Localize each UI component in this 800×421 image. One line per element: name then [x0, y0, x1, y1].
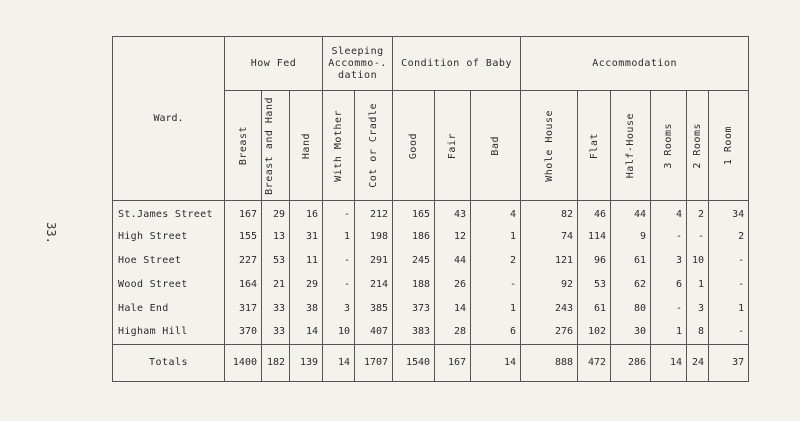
table-cell: 139 [290, 344, 323, 381]
table-cell: 1540 [393, 344, 435, 381]
table-cell: 227 [225, 248, 262, 272]
column-header: Bad [471, 91, 521, 201]
table-cell: 61 [611, 248, 651, 272]
page-number: 33. [43, 222, 58, 244]
table-cell: 276 [521, 320, 578, 344]
table-cell: 33 [262, 296, 290, 320]
table-cell: 3 [323, 296, 355, 320]
table-cell: 385 [355, 296, 393, 320]
table-cell: 291 [355, 248, 393, 272]
table-cell: 243 [521, 296, 578, 320]
table-row [113, 272, 749, 296]
table-cell: 10 [687, 248, 709, 272]
ward-statistics-table [112, 36, 749, 382]
table-cell: - [323, 201, 355, 225]
column-header: Flat [578, 91, 611, 201]
table-cell: - [651, 296, 687, 320]
table-row [113, 248, 749, 272]
table-cell: 28 [435, 320, 471, 344]
table-cell: 33 [262, 320, 290, 344]
table-cell: 317 [225, 296, 262, 320]
column-header: Whole House [521, 91, 578, 201]
table-cell: - [471, 272, 521, 296]
totals-label: Totals [113, 344, 225, 381]
ward-header: Ward. [113, 37, 225, 201]
table-cell: 373 [393, 296, 435, 320]
table-cell: 21 [262, 272, 290, 296]
table-cell: - [709, 248, 749, 272]
table-cell: 4 [471, 201, 521, 225]
table-cell: 1707 [355, 344, 393, 381]
table-cell: 245 [393, 248, 435, 272]
table-cell: 212 [355, 201, 393, 225]
table-cell: 14 [471, 344, 521, 381]
table-cell: 14 [290, 320, 323, 344]
table-cell: 37 [709, 344, 749, 381]
table-cell: 2 [687, 201, 709, 225]
table-cell: 370 [225, 320, 262, 344]
table-cell: 29 [262, 201, 290, 225]
ward-name: Higham Hill [113, 320, 225, 344]
table-cell: 214 [355, 272, 393, 296]
table-cell: 167 [225, 201, 262, 225]
table-cell: 61 [578, 296, 611, 320]
table-cell: 14 [323, 344, 355, 381]
table-cell: 44 [435, 248, 471, 272]
column-header: Cot or Cradle [355, 91, 393, 201]
table-cell: 62 [611, 272, 651, 296]
table-cell: 114 [578, 225, 611, 249]
table-row [113, 201, 749, 225]
table-cell: 164 [225, 272, 262, 296]
table-cell: 1 [471, 296, 521, 320]
table-cell: 11 [290, 248, 323, 272]
table-cell: 43 [435, 201, 471, 225]
table-cell: 165 [393, 201, 435, 225]
table-cell: 82 [521, 201, 578, 225]
table-cell: 102 [578, 320, 611, 344]
table-cell: 31 [290, 225, 323, 249]
table-row [113, 296, 749, 320]
table-cell: 3 [651, 248, 687, 272]
table-cell: - [323, 272, 355, 296]
table-cell: 1400 [225, 344, 262, 381]
table-cell: 1 [471, 225, 521, 249]
table-cell: 53 [262, 248, 290, 272]
table-cell: - [709, 320, 749, 344]
table-cell: 12 [435, 225, 471, 249]
table-cell: 13 [262, 225, 290, 249]
table-cell: 186 [393, 225, 435, 249]
table-cell: 92 [521, 272, 578, 296]
ward-name: St.James Street [113, 201, 225, 225]
table-cell: 407 [355, 320, 393, 344]
table-cell: 121 [521, 248, 578, 272]
table-cell: 38 [290, 296, 323, 320]
ward-name: Wood Street [113, 272, 225, 296]
table-cell: 96 [578, 248, 611, 272]
table-cell: 472 [578, 344, 611, 381]
table-cell: 26 [435, 272, 471, 296]
table-cell: 1 [709, 296, 749, 320]
table-cell: 9 [611, 225, 651, 249]
table-cell: 167 [435, 344, 471, 381]
ward-name: Hale End [113, 296, 225, 320]
column-header: 3 Rooms [651, 91, 687, 201]
table-cell: 29 [290, 272, 323, 296]
table-cell: 198 [355, 225, 393, 249]
table-row [113, 320, 749, 344]
how-fed-header: How Fed [225, 37, 323, 91]
table-cell: - [687, 225, 709, 249]
table-cell: 3 [687, 296, 709, 320]
column-header: Breast [225, 91, 262, 201]
column-header: 2 Rooms [687, 91, 709, 201]
table-cell: 14 [435, 296, 471, 320]
table-cell: 34 [709, 201, 749, 225]
table-cell: 383 [393, 320, 435, 344]
column-header: Breast and Hand [262, 91, 290, 201]
table-cell: 155 [225, 225, 262, 249]
table-cell: 1 [323, 225, 355, 249]
column-header: Good [393, 91, 435, 201]
table-row [113, 225, 749, 249]
table-cell: 53 [578, 272, 611, 296]
table-cell: 888 [521, 344, 578, 381]
table-cell: 8 [687, 320, 709, 344]
table-cell: 188 [393, 272, 435, 296]
table-cell: 1 [651, 320, 687, 344]
table-cell: 44 [611, 201, 651, 225]
table-cell: 286 [611, 344, 651, 381]
column-header: Fair [435, 91, 471, 201]
table-cell: - [651, 225, 687, 249]
table-cell: 182 [262, 344, 290, 381]
table-cell: 24 [687, 344, 709, 381]
table-cell: - [323, 248, 355, 272]
table-cell: 74 [521, 225, 578, 249]
table-cell: 80 [611, 296, 651, 320]
column-header: With Mother [323, 91, 355, 201]
totals-row [113, 344, 749, 381]
column-header: 1 Room [709, 91, 749, 201]
table-cell: 6 [651, 272, 687, 296]
table-cell: 16 [290, 201, 323, 225]
table-cell: 30 [611, 320, 651, 344]
condition-of-baby-header: Condition of Baby [393, 37, 521, 91]
table-cell: 6 [471, 320, 521, 344]
column-header: Hand [290, 91, 323, 201]
table-cell: 14 [651, 344, 687, 381]
accommodation-header: Accommodation [521, 37, 749, 91]
table-cell: - [709, 272, 749, 296]
column-header: Half-House [611, 91, 651, 201]
ward-name: Hoe Street [113, 248, 225, 272]
sleeping-accommodation-header: Sleeping Accommo-. dation [323, 37, 393, 91]
table-cell: 46 [578, 201, 611, 225]
ward-name: High Street [113, 225, 225, 249]
table-cell: 1 [687, 272, 709, 296]
table-cell: 2 [709, 225, 749, 249]
table-cell: 4 [651, 201, 687, 225]
table-cell: 10 [323, 320, 355, 344]
table-cell: 2 [471, 248, 521, 272]
